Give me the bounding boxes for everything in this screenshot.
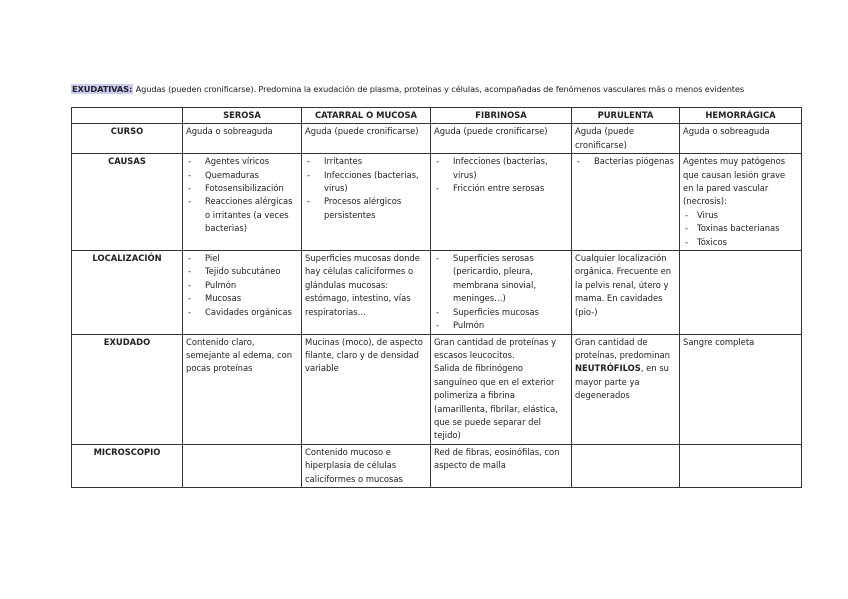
row-microscopio: [72, 444, 802, 487]
list-item: - Infecciones (bacterias, virus): [434, 155, 568, 182]
exudado-fibrinosa-line2: Salida de fibrinógeno sanguíneo que en el exterior polimeriza a fibrina (amarillenta, fibrilar, elástica, que se puede separar del tejido): [434, 363, 558, 441]
row-label-curso: CURSO: [72, 124, 183, 154]
cell-curso-catarral: Aguda (puede cronificarse): [302, 124, 431, 154]
list-item: - Cavidades orgánicas: [186, 306, 298, 319]
header-row: [72, 108, 802, 124]
cell-localizacion-purulenta: Cualquier localización orgánica. Frecuente en la pelvis renal, útero y mama. En cavidades (pio-): [572, 251, 680, 334]
cell-exudado-fibrinosa: [431, 334, 572, 444]
cell-exudado-serosa: Contenido claro, semejante al edema, con pocas proteínas: [183, 334, 302, 444]
cell-localizacion-hemorragica: [680, 251, 802, 334]
cell-curso-hemorragica: Aguda o sobreaguda: [680, 124, 802, 154]
exudado-purulenta-pre: Gran cantidad de proteínas, predominan: [575, 336, 670, 360]
header-purulenta: PURULENTA: [572, 108, 680, 124]
causas-hemorragica-text: Agentes muy patógenos que causan lesión grave en la pared vascular (necrosis):: [683, 156, 786, 207]
cell-exudado-catarral: Mucinas (moco), de aspecto filante, claro y de densidad variable: [302, 334, 431, 444]
list-item: - Virus: [683, 209, 798, 222]
list-item: - Tejido subcutáneo: [186, 265, 298, 278]
list-item: - Pulmón: [434, 319, 568, 332]
cell-microscopio-purulenta: [572, 444, 680, 487]
header-empty: [72, 108, 183, 124]
header-hemorragica: HEMORRÁGICA: [680, 108, 802, 124]
row-localizacion: [72, 251, 802, 334]
row-causas: [72, 154, 802, 251]
cell-microscopio-catarral: Contenido mucoso e hiperplasia de células caliciformes o mucosas: [302, 444, 431, 487]
list-item: - Procesos alérgicos persistentes: [305, 195, 427, 222]
row-label-causas: CAUSAS: [72, 154, 183, 251]
header-fibrinosa: FIBRINOSA: [431, 108, 572, 124]
exudado-purulenta-bold: NEUTRÓFILOS: [575, 363, 641, 374]
list-item: - Piel: [186, 252, 298, 265]
intro-label: EXUDATIVAS:: [72, 84, 133, 94]
list-item: - Irritantes: [305, 155, 427, 168]
row-label-exudado: EXUDADO: [72, 334, 183, 444]
list-item: - Agentes víricos: [186, 155, 298, 168]
list-item: - Superficies serosas (pericardio, pleura, membrana sinovial, meninges…): [434, 252, 568, 306]
list-item: - Fricción entre serosas: [434, 182, 568, 195]
cell-microscopio-fibrinosa: Red de fibras, eosinófilas, con aspecto de malla: [431, 444, 572, 487]
cell-curso-serosa: Aguda o sobreaguda: [183, 124, 302, 154]
intro-line: [71, 84, 811, 94]
cell-curso-fibrinosa: Aguda (puede cronificarse): [431, 124, 572, 154]
list-item: - Pulmón: [186, 279, 298, 292]
row-curso: [72, 124, 802, 154]
cell-causas-serosa: [183, 154, 302, 251]
list-item: - Reacciones alérgicas o irritantes (a veces bacterias): [186, 195, 298, 235]
cell-localizacion-fibrinosa: [431, 251, 572, 334]
list-item: - Superficies mucosas: [434, 306, 568, 319]
list-item: - Fotosensibilización: [186, 182, 298, 195]
cell-exudado-purulenta: [572, 334, 680, 444]
list-item: - Bacterias piógenas: [575, 155, 676, 168]
list-item: - Quemaduras: [186, 169, 298, 182]
cell-microscopio-hemorragica: [680, 444, 802, 487]
cell-causas-hemorragica: [680, 154, 802, 251]
exudado-fibrinosa-line1: Gran cantidad de proteínas y escasos leucocitos.: [434, 336, 557, 360]
exudativas-table: [71, 107, 802, 488]
intro-text: Agudas (pueden cronificarse). Predomina la exudación de plasma, proteínas y células, acompañadas de fenómenos vasculares más o menos evidentes: [133, 84, 745, 94]
row-label-microscopio: MICROSCOPIO: [72, 444, 183, 487]
row-label-localizacion: LOCALIZACIÓN: [72, 251, 183, 334]
header-serosa: SEROSA: [183, 108, 302, 124]
cell-microscopio-serosa: [183, 444, 302, 487]
cell-curso-purulenta: Aguda (puede cronificarse): [572, 124, 680, 154]
header-catarral: CATARRAL O MUCOSA: [302, 108, 431, 124]
list-item: - Toxinas bacterianas: [683, 222, 798, 235]
list-item: - Mucosas: [186, 292, 298, 305]
cell-exudado-hemorragica: Sangre completa: [680, 334, 802, 444]
cell-causas-catarral: [302, 154, 431, 251]
cell-localizacion-serosa: [183, 251, 302, 334]
cell-causas-purulenta: [572, 154, 680, 251]
cell-localizacion-catarral: Superficies mucosas donde hay células caliciformes o glándulas mucosas: estómago, intestino, vías respiratorias…: [302, 251, 431, 334]
exudado-purulenta-post: , en su mayor parte ya degenerados: [575, 363, 669, 401]
cell-causas-fibrinosa: [431, 154, 572, 251]
list-item: - Tóxicos: [683, 236, 798, 249]
row-exudado: [72, 334, 802, 444]
list-item: - Infecciones (bacterias, virus): [305, 169, 427, 196]
